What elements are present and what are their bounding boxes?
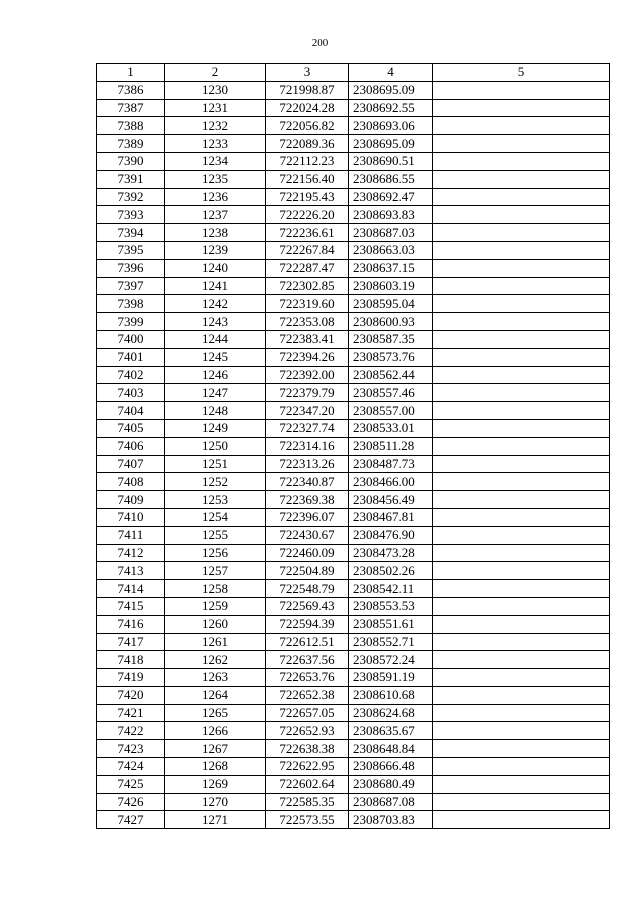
x-coordinate-cell: 722612.51 xyxy=(266,633,349,651)
y-coordinate-cell: 2308680.49 xyxy=(349,775,433,793)
point-number-cell: 7425 xyxy=(97,775,165,793)
table-row xyxy=(97,544,610,562)
index-cell: 1248 xyxy=(165,402,266,420)
index-cell: 1239 xyxy=(165,241,266,259)
x-coordinate-cell: 722460.09 xyxy=(266,544,349,562)
y-coordinate-cell: 2308637.15 xyxy=(349,259,433,277)
index-cell: 1237 xyxy=(165,206,266,224)
notes-cell xyxy=(433,526,610,544)
x-coordinate-cell: 722236.61 xyxy=(266,224,349,242)
index-cell: 1269 xyxy=(165,775,266,793)
notes-cell xyxy=(433,580,610,598)
point-number-cell: 7408 xyxy=(97,473,165,491)
table-row xyxy=(97,704,610,722)
x-coordinate-cell: 722369.38 xyxy=(266,491,349,509)
point-number-cell: 7397 xyxy=(97,277,165,295)
x-coordinate-cell: 722319.60 xyxy=(266,295,349,313)
index-cell: 1258 xyxy=(165,580,266,598)
index-cell: 1242 xyxy=(165,295,266,313)
notes-cell xyxy=(433,313,610,331)
index-cell: 1271 xyxy=(165,811,266,829)
point-number-cell: 7414 xyxy=(97,580,165,598)
table-row xyxy=(97,259,610,277)
notes-cell xyxy=(433,544,610,562)
index-cell: 1261 xyxy=(165,633,266,651)
table-row xyxy=(97,508,610,526)
point-number-cell: 7427 xyxy=(97,811,165,829)
y-coordinate-cell: 2308610.68 xyxy=(349,686,433,704)
notes-cell xyxy=(433,277,610,295)
y-coordinate-cell: 2308635.67 xyxy=(349,722,433,740)
notes-cell xyxy=(433,170,610,188)
table-row xyxy=(97,81,610,99)
table-row xyxy=(97,366,610,384)
notes-cell xyxy=(433,473,610,491)
x-coordinate-cell: 722504.89 xyxy=(266,562,349,580)
table-row xyxy=(97,402,610,420)
y-coordinate-cell: 2308476.90 xyxy=(349,526,433,544)
point-number-cell: 7391 xyxy=(97,170,165,188)
x-coordinate-cell: 722585.35 xyxy=(266,793,349,811)
x-coordinate-cell: 722327.74 xyxy=(266,419,349,437)
table-row xyxy=(97,615,610,633)
index-cell: 1240 xyxy=(165,259,266,277)
notes-cell xyxy=(433,402,610,420)
y-coordinate-cell: 2308573.76 xyxy=(349,348,433,366)
y-coordinate-cell: 2308663.03 xyxy=(349,241,433,259)
index-cell: 1262 xyxy=(165,651,266,669)
y-coordinate-cell: 2308648.84 xyxy=(349,740,433,758)
notes-cell xyxy=(433,562,610,580)
index-cell: 1265 xyxy=(165,704,266,722)
y-coordinate-cell: 2308595.04 xyxy=(349,295,433,313)
point-number-cell: 7415 xyxy=(97,597,165,615)
index-cell: 1255 xyxy=(165,526,266,544)
notes-cell xyxy=(433,295,610,313)
point-number-cell: 7396 xyxy=(97,259,165,277)
table-row xyxy=(97,793,610,811)
index-cell: 1253 xyxy=(165,491,266,509)
x-coordinate-cell: 722347.20 xyxy=(266,402,349,420)
x-coordinate-cell: 722573.55 xyxy=(266,811,349,829)
point-number-cell: 7394 xyxy=(97,224,165,242)
index-cell: 1254 xyxy=(165,508,266,526)
table-row xyxy=(97,348,610,366)
index-cell: 1243 xyxy=(165,313,266,331)
notes-cell xyxy=(433,384,610,402)
y-coordinate-cell: 2308533.01 xyxy=(349,419,433,437)
index-cell: 1241 xyxy=(165,277,266,295)
index-cell: 1247 xyxy=(165,384,266,402)
y-coordinate-cell: 2308562.44 xyxy=(349,366,433,384)
table-row xyxy=(97,419,610,437)
notes-cell xyxy=(433,633,610,651)
x-coordinate-cell: 722056.82 xyxy=(266,117,349,135)
notes-cell xyxy=(433,366,610,384)
x-coordinate-cell: 722392.00 xyxy=(266,366,349,384)
notes-cell xyxy=(433,188,610,206)
x-coordinate-cell: 722622.95 xyxy=(266,758,349,776)
index-cell: 1235 xyxy=(165,170,266,188)
notes-cell xyxy=(433,259,610,277)
index-cell: 1232 xyxy=(165,117,266,135)
table-row xyxy=(97,384,610,402)
x-coordinate-cell: 722379.79 xyxy=(266,384,349,402)
table-row xyxy=(97,686,610,704)
notes-cell xyxy=(433,206,610,224)
y-coordinate-cell: 2308456.49 xyxy=(349,491,433,509)
index-cell: 1245 xyxy=(165,348,266,366)
table-body xyxy=(97,81,610,828)
y-coordinate-cell: 2308552.71 xyxy=(349,633,433,651)
table-row xyxy=(97,633,610,651)
notes-cell xyxy=(433,152,610,170)
table-row xyxy=(97,491,610,509)
table-row xyxy=(97,277,610,295)
y-coordinate-cell: 2308473.28 xyxy=(349,544,433,562)
index-cell: 1259 xyxy=(165,597,266,615)
point-number-cell: 7403 xyxy=(97,384,165,402)
x-coordinate-cell: 722653.76 xyxy=(266,669,349,687)
index-cell: 1251 xyxy=(165,455,266,473)
point-number-cell: 7409 xyxy=(97,491,165,509)
index-cell: 1230 xyxy=(165,81,266,99)
point-number-cell: 7390 xyxy=(97,152,165,170)
point-number-cell: 7417 xyxy=(97,633,165,651)
y-coordinate-cell: 2308542.11 xyxy=(349,580,433,598)
table-header xyxy=(97,64,610,82)
table-row xyxy=(97,99,610,117)
point-number-cell: 7395 xyxy=(97,241,165,259)
x-coordinate-cell: 722652.93 xyxy=(266,722,349,740)
x-coordinate-cell: 722112.23 xyxy=(266,152,349,170)
index-cell: 1233 xyxy=(165,135,266,153)
index-cell: 1234 xyxy=(165,152,266,170)
table-row xyxy=(97,651,610,669)
point-number-cell: 7398 xyxy=(97,295,165,313)
table-row xyxy=(97,241,610,259)
point-number-cell: 7416 xyxy=(97,615,165,633)
point-number-cell: 7421 xyxy=(97,704,165,722)
point-number-cell: 7389 xyxy=(97,135,165,153)
table-row xyxy=(97,722,610,740)
y-coordinate-cell: 2308511.28 xyxy=(349,437,433,455)
column-header-3: 3 xyxy=(266,64,349,82)
x-coordinate-cell: 722195.43 xyxy=(266,188,349,206)
y-coordinate-cell: 2308487.73 xyxy=(349,455,433,473)
notes-cell xyxy=(433,81,610,99)
y-coordinate-cell: 2308666.48 xyxy=(349,758,433,776)
coordinates-table xyxy=(96,63,610,829)
x-coordinate-cell: 722340.87 xyxy=(266,473,349,491)
y-coordinate-cell: 2308695.09 xyxy=(349,81,433,99)
point-number-cell: 7410 xyxy=(97,508,165,526)
x-coordinate-cell: 722637.56 xyxy=(266,651,349,669)
point-number-cell: 7393 xyxy=(97,206,165,224)
point-number-cell: 7424 xyxy=(97,758,165,776)
point-number-cell: 7400 xyxy=(97,330,165,348)
table-row xyxy=(97,206,610,224)
point-number-cell: 7420 xyxy=(97,686,165,704)
y-coordinate-cell: 2308553.53 xyxy=(349,597,433,615)
index-cell: 1231 xyxy=(165,99,266,117)
point-number-cell: 7419 xyxy=(97,669,165,687)
x-coordinate-cell: 722287.47 xyxy=(266,259,349,277)
x-coordinate-cell: 722267.84 xyxy=(266,241,349,259)
table-row xyxy=(97,170,610,188)
column-header-2: 2 xyxy=(165,64,266,82)
notes-cell xyxy=(433,615,610,633)
y-coordinate-cell: 2308591.19 xyxy=(349,669,433,687)
notes-cell xyxy=(433,455,610,473)
table-row xyxy=(97,188,610,206)
notes-cell xyxy=(433,686,610,704)
y-coordinate-cell: 2308551.61 xyxy=(349,615,433,633)
table-row xyxy=(97,135,610,153)
index-cell: 1270 xyxy=(165,793,266,811)
x-coordinate-cell: 721998.87 xyxy=(266,81,349,99)
y-coordinate-cell: 2308687.03 xyxy=(349,224,433,242)
index-cell: 1256 xyxy=(165,544,266,562)
table-row xyxy=(97,295,610,313)
x-coordinate-cell: 722089.36 xyxy=(266,135,349,153)
point-number-cell: 7399 xyxy=(97,313,165,331)
y-coordinate-cell: 2308572.24 xyxy=(349,651,433,669)
index-cell: 1250 xyxy=(165,437,266,455)
point-number-cell: 7387 xyxy=(97,99,165,117)
notes-cell xyxy=(433,740,610,758)
x-coordinate-cell: 722652.38 xyxy=(266,686,349,704)
table-row xyxy=(97,473,610,491)
x-coordinate-cell: 722430.67 xyxy=(266,526,349,544)
point-number-cell: 7406 xyxy=(97,437,165,455)
x-coordinate-cell: 722594.39 xyxy=(266,615,349,633)
y-coordinate-cell: 2308466.00 xyxy=(349,473,433,491)
column-header-4: 4 xyxy=(349,64,433,82)
table-row xyxy=(97,811,610,829)
x-coordinate-cell: 722302.85 xyxy=(266,277,349,295)
notes-cell xyxy=(433,597,610,615)
notes-cell xyxy=(433,135,610,153)
point-number-cell: 7405 xyxy=(97,419,165,437)
y-coordinate-cell: 2308686.55 xyxy=(349,170,433,188)
point-number-cell: 7423 xyxy=(97,740,165,758)
x-coordinate-cell: 722638.38 xyxy=(266,740,349,758)
notes-cell xyxy=(433,241,610,259)
y-coordinate-cell: 2308692.47 xyxy=(349,188,433,206)
x-coordinate-cell: 722156.40 xyxy=(266,170,349,188)
table-row xyxy=(97,224,610,242)
index-cell: 1236 xyxy=(165,188,266,206)
notes-cell xyxy=(433,224,610,242)
x-coordinate-cell: 722383.41 xyxy=(266,330,349,348)
y-coordinate-cell: 2308703.83 xyxy=(349,811,433,829)
y-coordinate-cell: 2308693.06 xyxy=(349,117,433,135)
table-row xyxy=(97,758,610,776)
index-cell: 1238 xyxy=(165,224,266,242)
point-number-cell: 7388 xyxy=(97,117,165,135)
y-coordinate-cell: 2308600.93 xyxy=(349,313,433,331)
point-number-cell: 7412 xyxy=(97,544,165,562)
notes-cell xyxy=(433,491,610,509)
y-coordinate-cell: 2308557.00 xyxy=(349,402,433,420)
notes-cell xyxy=(433,669,610,687)
notes-cell xyxy=(433,330,610,348)
point-number-cell: 7426 xyxy=(97,793,165,811)
table-row xyxy=(97,117,610,135)
x-coordinate-cell: 722313.26 xyxy=(266,455,349,473)
notes-cell xyxy=(433,651,610,669)
column-header-5: 5 xyxy=(433,64,610,82)
header-row xyxy=(97,64,610,82)
notes-cell xyxy=(433,437,610,455)
notes-cell xyxy=(433,704,610,722)
notes-cell xyxy=(433,419,610,437)
x-coordinate-cell: 722394.26 xyxy=(266,348,349,366)
index-cell: 1263 xyxy=(165,669,266,687)
point-number-cell: 7422 xyxy=(97,722,165,740)
notes-cell xyxy=(433,117,610,135)
point-number-cell: 7413 xyxy=(97,562,165,580)
x-coordinate-cell: 722024.28 xyxy=(266,99,349,117)
index-cell: 1268 xyxy=(165,758,266,776)
notes-cell xyxy=(433,722,610,740)
y-coordinate-cell: 2308692.55 xyxy=(349,99,433,117)
table-row xyxy=(97,437,610,455)
index-cell: 1267 xyxy=(165,740,266,758)
table-row xyxy=(97,669,610,687)
x-coordinate-cell: 722602.64 xyxy=(266,775,349,793)
table-row xyxy=(97,313,610,331)
point-number-cell: 7392 xyxy=(97,188,165,206)
index-cell: 1264 xyxy=(165,686,266,704)
y-coordinate-cell: 2308557.46 xyxy=(349,384,433,402)
table-row xyxy=(97,597,610,615)
y-coordinate-cell: 2308587.35 xyxy=(349,330,433,348)
notes-cell xyxy=(433,99,610,117)
point-number-cell: 7401 xyxy=(97,348,165,366)
index-cell: 1260 xyxy=(165,615,266,633)
x-coordinate-cell: 722657.05 xyxy=(266,704,349,722)
point-number-cell: 7386 xyxy=(97,81,165,99)
y-coordinate-cell: 2308502.26 xyxy=(349,562,433,580)
index-cell: 1246 xyxy=(165,366,266,384)
table-row xyxy=(97,740,610,758)
point-number-cell: 7418 xyxy=(97,651,165,669)
notes-cell xyxy=(433,793,610,811)
table-row xyxy=(97,526,610,544)
x-coordinate-cell: 722314.16 xyxy=(266,437,349,455)
table-row xyxy=(97,455,610,473)
x-coordinate-cell: 722396.07 xyxy=(266,508,349,526)
point-number-cell: 7402 xyxy=(97,366,165,384)
y-coordinate-cell: 2308624.68 xyxy=(349,704,433,722)
y-coordinate-cell: 2308690.51 xyxy=(349,152,433,170)
notes-cell xyxy=(433,758,610,776)
notes-cell xyxy=(433,811,610,829)
table-row xyxy=(97,562,610,580)
point-number-cell: 7411 xyxy=(97,526,165,544)
y-coordinate-cell: 2308695.09 xyxy=(349,135,433,153)
notes-cell xyxy=(433,775,610,793)
point-number-cell: 7407 xyxy=(97,455,165,473)
x-coordinate-cell: 722569.43 xyxy=(266,597,349,615)
index-cell: 1252 xyxy=(165,473,266,491)
column-header-1: 1 xyxy=(97,64,165,82)
table-row xyxy=(97,152,610,170)
x-coordinate-cell: 722548.79 xyxy=(266,580,349,598)
index-cell: 1249 xyxy=(165,419,266,437)
index-cell: 1257 xyxy=(165,562,266,580)
y-coordinate-cell: 2308603.19 xyxy=(349,277,433,295)
x-coordinate-cell: 722353.08 xyxy=(266,313,349,331)
point-number-cell: 7404 xyxy=(97,402,165,420)
table-row xyxy=(97,580,610,598)
page-number: 200 xyxy=(311,37,329,49)
y-coordinate-cell: 2308693.83 xyxy=(349,206,433,224)
x-coordinate-cell: 722226.20 xyxy=(266,206,349,224)
y-coordinate-cell: 2308467.81 xyxy=(349,508,433,526)
y-coordinate-cell: 2308687.08 xyxy=(349,793,433,811)
table-row xyxy=(97,775,610,793)
index-cell: 1244 xyxy=(165,330,266,348)
table-row xyxy=(97,330,610,348)
notes-cell xyxy=(433,348,610,366)
notes-cell xyxy=(433,508,610,526)
index-cell: 1266 xyxy=(165,722,266,740)
